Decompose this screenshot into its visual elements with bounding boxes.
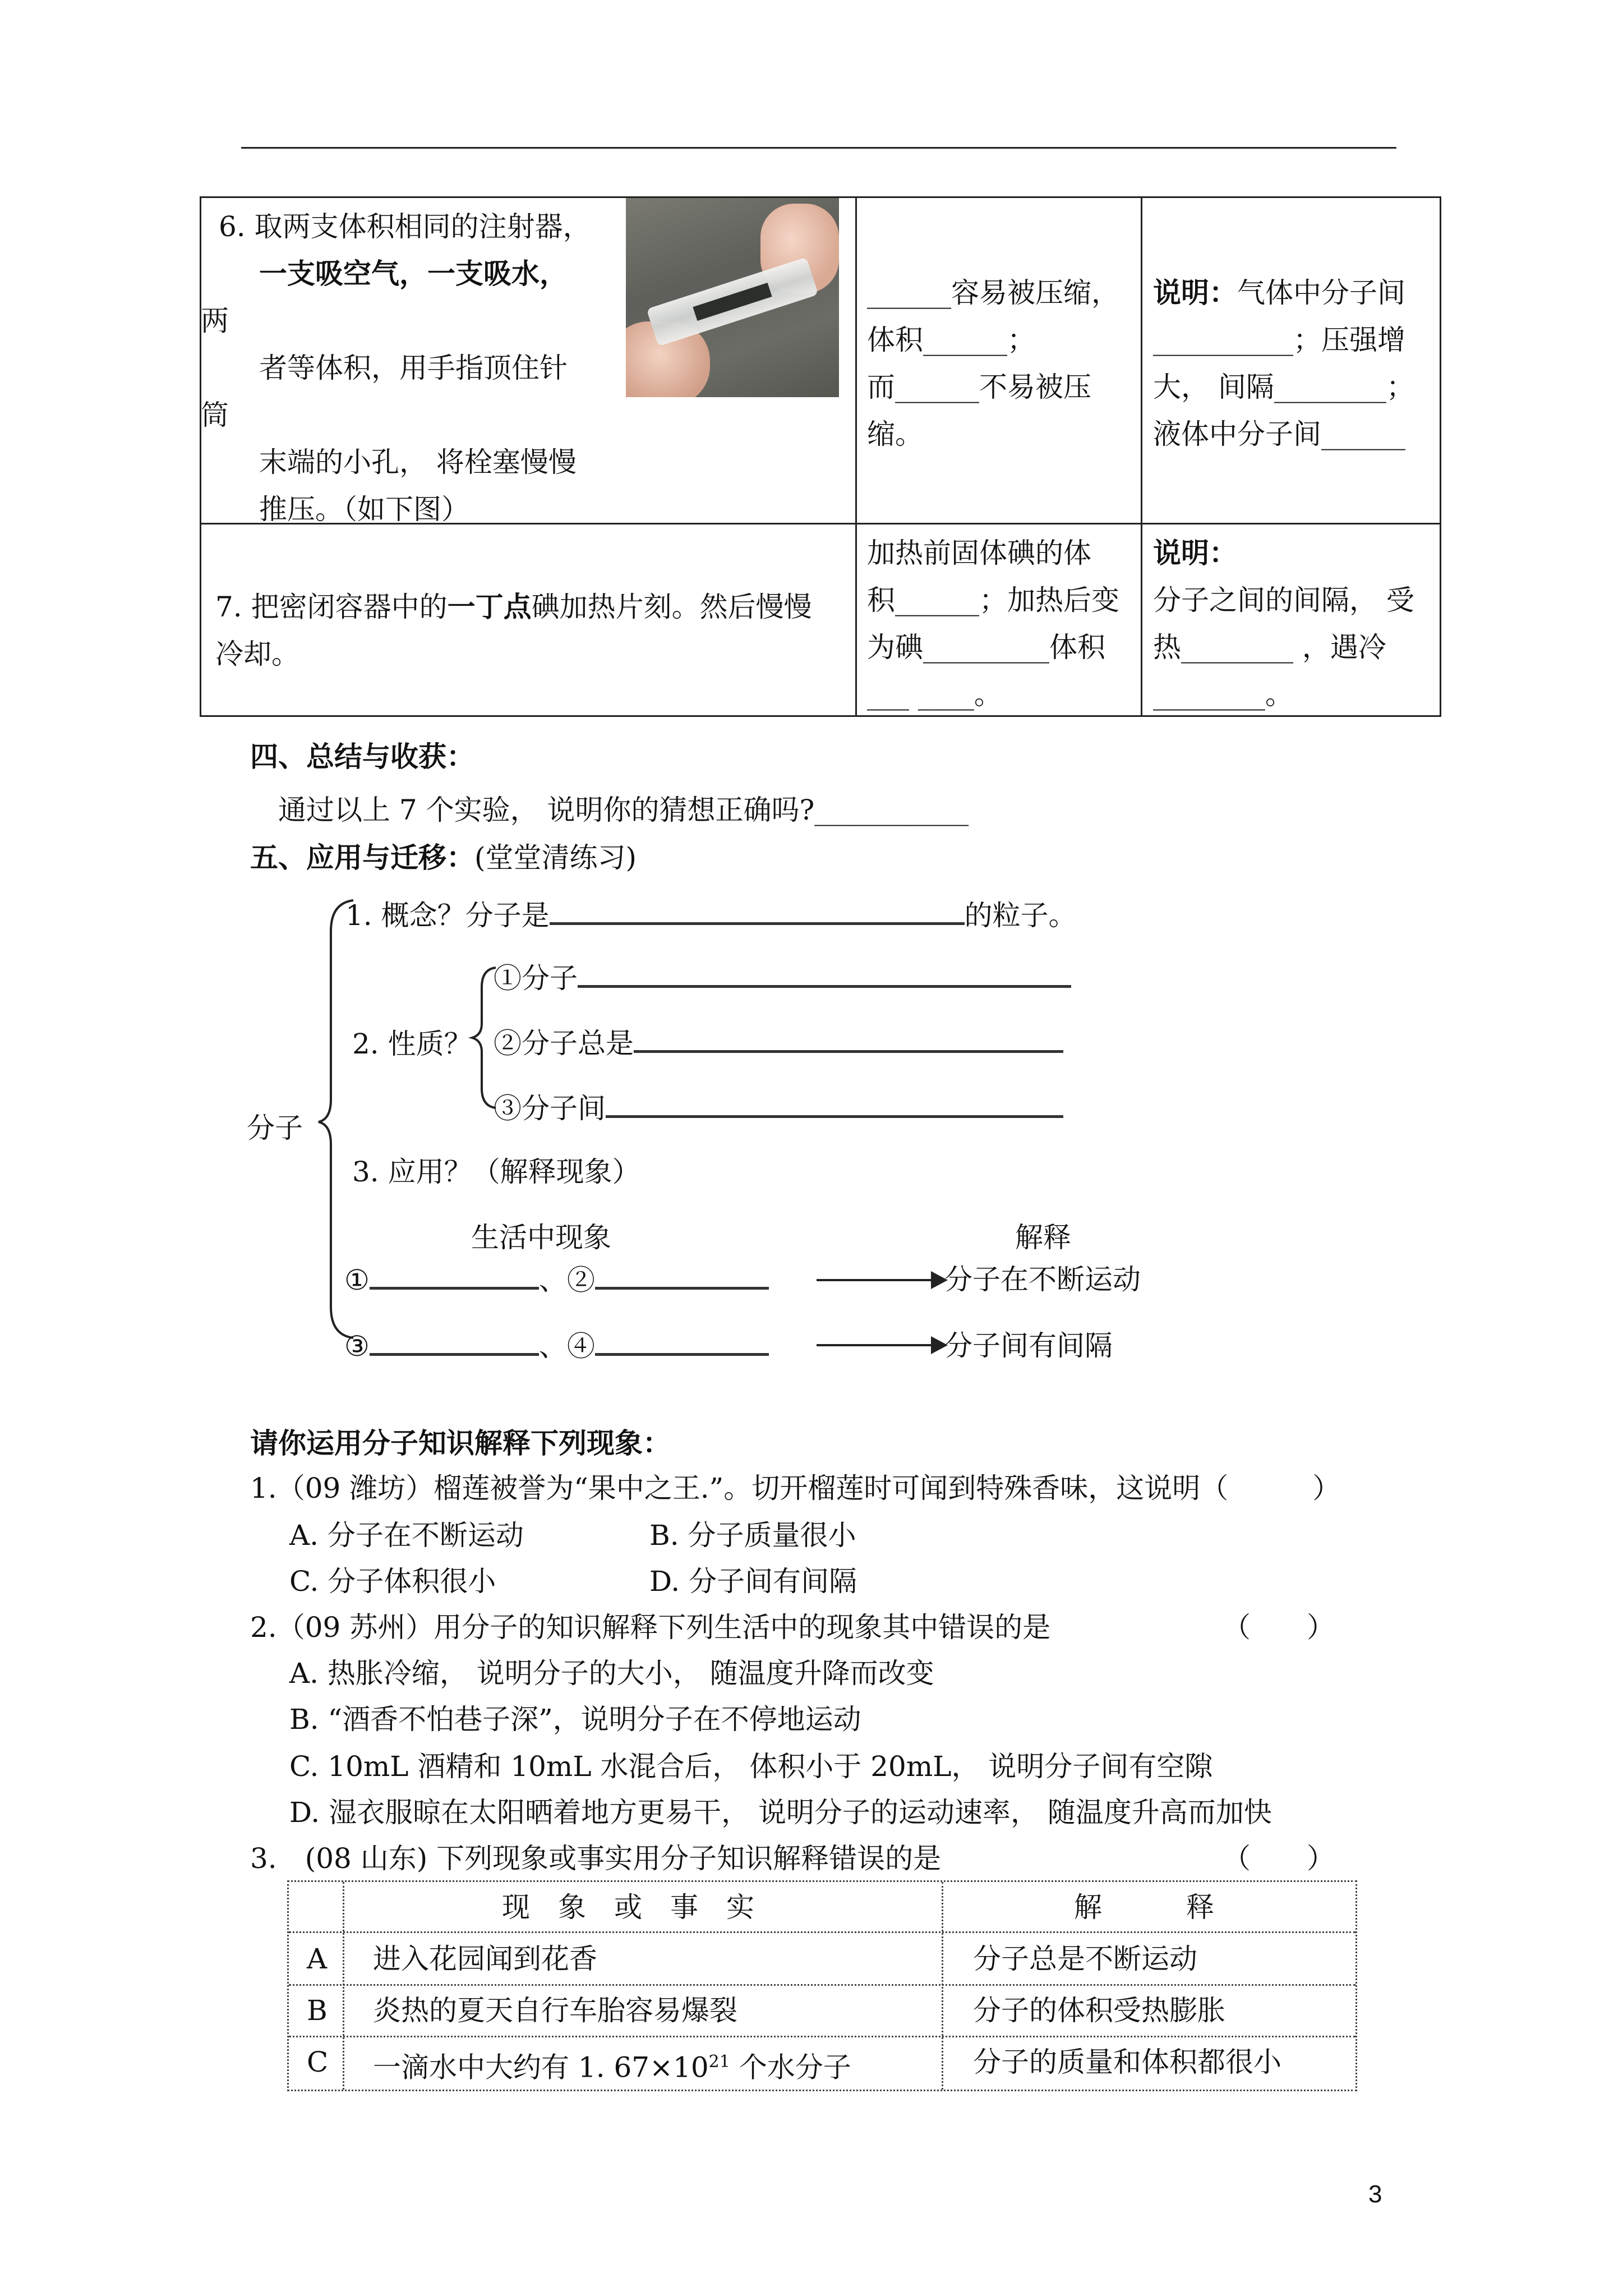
q3-row-key: B: [307, 1994, 328, 2027]
application-result-1: 分子在不断运动: [944, 1263, 1141, 1296]
exp7-description: 7. 把密闭容器中的一丁点碘加热片刻。然后慢慢 冷却。: [215, 590, 812, 670]
syringe-photo: [626, 198, 839, 397]
q3-row-fact: 炎热的夏天自行车胎容易爆裂: [373, 1994, 737, 2027]
q2-paren: （ ）: [1223, 1611, 1335, 1644]
arrow: [817, 1279, 934, 1281]
concept-line: 1. 概念？分子是 的粒子。: [345, 898, 1077, 933]
column-explain: 解释: [1015, 1221, 1071, 1254]
application-label: 3. 应用？（解释现象）: [352, 1156, 640, 1188]
q1-option-a: A. 分子在不断运动: [289, 1519, 524, 1552]
exp7-observation: 加热前固体碘的体 积______；加热后变 为碘_________体积 ___ ____。: [867, 537, 1119, 711]
section5-title: 五、应用与迁移：(堂堂清练习): [250, 841, 637, 874]
property-blank: [634, 1025, 1063, 1053]
section4-text: 通过以上 7 个实验， 说明你的猜想正确吗?___________: [278, 794, 969, 826]
q2-option-c: C. 10mL 酒精和 10mL 水混合后， 体积小于 20mL， 说明分子间有空隙: [289, 1750, 1213, 1783]
q3-row-key: C: [307, 2046, 329, 2078]
questions-heading: 请你运用分子知识解释下列现象：: [250, 1427, 671, 1460]
q2-option-d: D. 湿衣服晾在太阳晒着地方更易干， 说明分子的运动速率， 随温度升高而加快: [289, 1796, 1272, 1829]
table-border: [1141, 196, 1142, 717]
q3-table: [287, 1880, 1357, 2091]
q3-row-explain: 分子总是不断运动: [973, 1943, 1197, 1975]
q3-row-explain: 分子的质量和体积都很小: [973, 2046, 1281, 2078]
application-blank: [370, 1262, 539, 1290]
page-number: 3: [1368, 2180, 1382, 2208]
exp6-description: 6. 取两支体积相同的注射器， 一支吸空气，一支吸水， 两 者等体积，用手指顶住针 筒 末端的小孔， 将栓塞慢慢 推压。（如下图）: [201, 210, 591, 526]
property-3: ③分子间: [494, 1091, 1063, 1126]
application-blank: [595, 1328, 769, 1356]
q1-stem: 1.（09 潍坊）榴莲被誉为“果中之王.”。切开榴莲时可闻到特殊香味，这说明（ ）: [250, 1472, 1341, 1504]
table-border: [200, 196, 201, 717]
property-1: ①分子: [494, 960, 1071, 996]
application-blank: [595, 1262, 769, 1290]
experiment-table: [200, 196, 1441, 717]
application-row-2: ③ 、④: [344, 1328, 769, 1364]
application-blank: [370, 1328, 539, 1356]
section4-title: 四、总结与收获：: [250, 740, 474, 773]
arrow: [817, 1344, 934, 1346]
exp6-observation: ______容易被压缩， 体积______； 而______不易被压 缩。: [867, 277, 1119, 450]
application-result-2: 分子间有间隔: [944, 1329, 1113, 1362]
application-row-1: ① 、②: [344, 1262, 769, 1298]
exp7-explanation: 说明： 分子之间的间隔， 受 热________ ，遇冷 ________。: [1153, 536, 1414, 711]
exp6-explanation: 说明：气体中分子间 __________；压强增 大， 间隔________； 液体中分子间______: [1153, 276, 1414, 450]
q3-paren: （ ）: [1223, 1842, 1335, 1875]
q2-option-a: A. 热胀冷缩， 说明分子的大小， 随温度升降而改变: [289, 1657, 934, 1690]
property-blank: [606, 1091, 1063, 1118]
q3-row-fact: 进入花园闻到花香: [373, 1943, 597, 1975]
property-blank: [578, 960, 1071, 988]
q3-row-explain: 分子的体积受热膨胀: [973, 1994, 1225, 2027]
concept-blank: [550, 898, 965, 925]
header-rule: [241, 147, 1396, 149]
property-2: ②分子总是: [494, 1025, 1063, 1061]
q2-stem: 2.（09 苏州）用分子的知识解释下列生活中的现象其中错误的是: [250, 1611, 1051, 1644]
column-phenomenon: 生活中现象: [471, 1221, 611, 1254]
q1-option-d: D. 分子间有间隔: [649, 1565, 857, 1598]
table-border: [1440, 196, 1441, 717]
q3-header-fact: 现 象 或 事 实: [502, 1891, 754, 1924]
q2-option-b: B. “酒香不怕巷子深”，说明分子在不停地运动: [289, 1703, 861, 1736]
table-border: [855, 196, 857, 717]
q3-stem: 3. (08 山东) 下列现象或事实用分子知识解释错误的是: [250, 1842, 942, 1875]
q3-header-explain: 解 释: [1074, 1891, 1214, 1924]
q3-row-fact: 一滴水中大约有 1. $67\times 10^{21}$ 个水分子: [373, 2051, 851, 2084]
q1-option-c: C. 分子体积很小: [289, 1565, 496, 1598]
q3-row-key: A: [307, 1943, 328, 1975]
concept-root: 分子: [247, 1112, 303, 1144]
property-label: 2. 性质？: [352, 1028, 472, 1060]
q1-option-b: B. 分子质量很小: [649, 1519, 856, 1552]
